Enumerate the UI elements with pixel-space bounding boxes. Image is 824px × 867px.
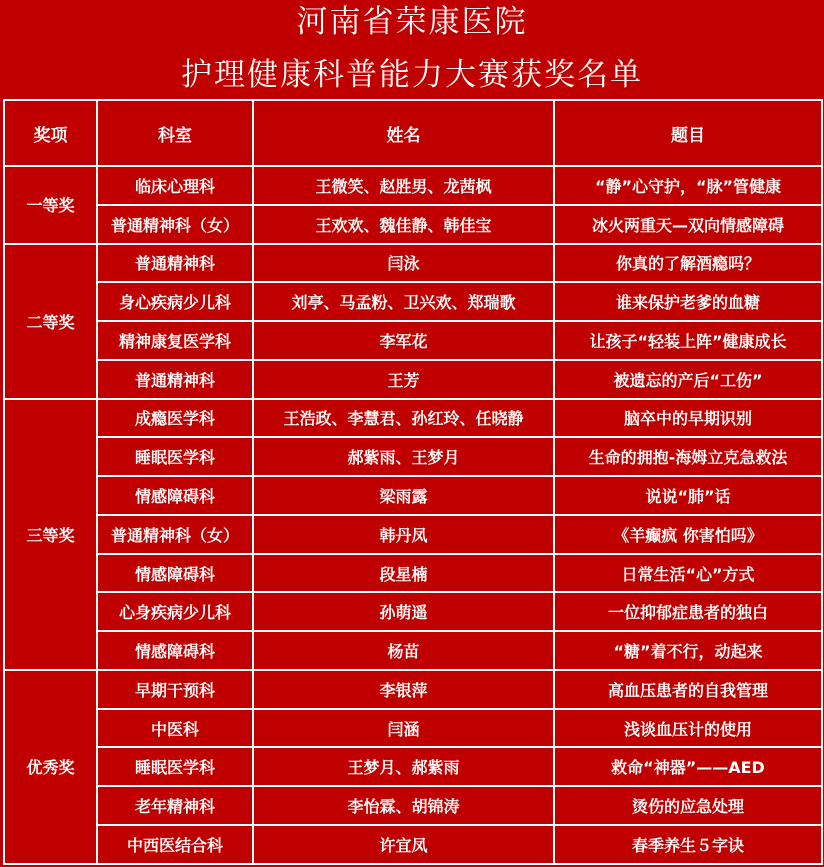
header-names: 姓名 xyxy=(253,100,554,166)
dept-cell: 早期干预科 xyxy=(97,670,253,709)
topic-cell: 说说“肺”话 xyxy=(554,476,822,515)
dept-cell: 中西医结合科 xyxy=(97,825,253,864)
topic-cell: 生命的拥抱-海姆立克急救法 xyxy=(554,437,822,476)
award-cell: 一等奖 xyxy=(4,166,97,244)
award-cell: 二等奖 xyxy=(4,244,97,399)
dept-cell: 普通精神科 xyxy=(97,244,253,283)
topic-cell: 日常生活“心”方式 xyxy=(554,554,822,593)
table-row xyxy=(4,786,822,825)
topic-cell: 让孩子“轻装上阵”健康成长 xyxy=(554,321,822,360)
topic-cell: 高血压患者的自我管理 xyxy=(554,670,822,709)
table-row xyxy=(4,321,822,360)
dept-cell: 睡眠医学科 xyxy=(97,437,253,476)
dept-cell: 情感障碍科 xyxy=(97,476,253,515)
names-cell: 闫泳 xyxy=(253,244,554,283)
topic-cell: 浅谈血压计的使用 xyxy=(554,709,822,748)
topic-cell: 春季养生５字诀 xyxy=(554,825,822,864)
names-cell: 许宜凤 xyxy=(253,825,554,864)
table-row xyxy=(4,244,822,283)
table-row xyxy=(4,670,822,709)
dept-cell: 普通精神科（女） xyxy=(97,515,253,554)
names-cell: 孙萌遥 xyxy=(253,592,554,631)
names-cell: 李怡霖、胡锦涛 xyxy=(253,786,554,825)
names-cell: 段星楠 xyxy=(253,554,554,593)
dept-cell: 心身疾病少儿科 xyxy=(97,592,253,631)
table-row xyxy=(4,592,822,631)
names-cell: 王欢欢、魏佳静、韩佳宝 xyxy=(253,205,554,244)
list-title: 护理健康科普能力大赛获奖名单 xyxy=(181,57,643,93)
title-block xyxy=(0,0,824,98)
award-table xyxy=(3,99,823,865)
dept-cell: 普通精神科（女） xyxy=(97,205,253,244)
names-cell: 韩丹凤 xyxy=(253,515,554,554)
table-row xyxy=(4,631,822,670)
dept-cell: 身心疾病少儿科 xyxy=(97,282,253,321)
names-cell: 王梦月、郝紫雨 xyxy=(253,747,554,786)
header-topic: 题目 xyxy=(554,100,822,166)
topic-cell: “静”心守护，“脉”管健康 xyxy=(554,166,822,205)
topic-cell: “糖”着不行，动起来 xyxy=(554,631,822,670)
dept-cell: 成瘾医学科 xyxy=(97,399,253,438)
dept-cell: 中医科 xyxy=(97,709,253,748)
dept-cell: 睡眠医学科 xyxy=(97,747,253,786)
topic-cell: 谁来保护老爹的血糖 xyxy=(554,282,822,321)
names-cell: 王浩政、李慧君、孙红玲、任晓静 xyxy=(253,399,554,438)
header-award: 奖项 xyxy=(4,100,97,166)
names-cell: 闫涵 xyxy=(253,709,554,748)
names-cell: 梁雨露 xyxy=(253,476,554,515)
names-cell: 刘亭、马孟粉、卫兴欢、郑瑞歌 xyxy=(253,282,554,321)
table-row xyxy=(4,166,822,205)
topic-cell: 冰火两重天—双向情感障碍 xyxy=(554,205,822,244)
table-row xyxy=(4,709,822,748)
names-cell: 王微笑、赵胜男、龙茜枫 xyxy=(253,166,554,205)
dept-cell: 普通精神科 xyxy=(97,360,253,399)
topic-cell: 《羊癫疯 你害怕吗》 xyxy=(554,515,822,554)
table-row xyxy=(4,554,822,593)
table-row xyxy=(4,515,822,554)
dept-cell: 老年精神科 xyxy=(97,786,253,825)
dept-cell: 情感障碍科 xyxy=(97,554,253,593)
table-row xyxy=(4,437,822,476)
names-cell: 杨苗 xyxy=(253,631,554,670)
table-row xyxy=(4,360,822,399)
table-row xyxy=(4,476,822,515)
topic-cell: 脑卒中的早期识别 xyxy=(554,399,822,438)
table-row xyxy=(4,825,822,864)
header-dept: 科室 xyxy=(97,100,253,166)
table-row xyxy=(4,282,822,321)
dept-cell: 临床心理科 xyxy=(97,166,253,205)
names-cell: 王芳 xyxy=(253,360,554,399)
names-cell: 李银萍 xyxy=(253,670,554,709)
topic-cell: 救命“神器”——AED xyxy=(554,747,822,786)
topic-cell: 烫伤的应急处理 xyxy=(554,786,822,825)
award-cell: 优秀奖 xyxy=(4,670,97,864)
hospital-name: 河南省荣康医院 xyxy=(296,4,528,40)
dept-cell: 情感障碍科 xyxy=(97,631,253,670)
names-cell: 郝紫雨、王梦月 xyxy=(253,437,554,476)
topic-cell: 一位抑郁症患者的独白 xyxy=(554,592,822,631)
names-cell: 李军花 xyxy=(253,321,554,360)
table-row xyxy=(4,747,822,786)
award-cell: 三等奖 xyxy=(4,399,97,670)
topic-cell: 被遗忘的产后“工伤” xyxy=(554,360,822,399)
table-row xyxy=(4,205,822,244)
table-row xyxy=(4,399,822,438)
header-row xyxy=(4,100,822,166)
dept-cell: 精神康复医学科 xyxy=(97,321,253,360)
topic-cell: 你真的了解酒瘾吗？ xyxy=(554,244,822,283)
